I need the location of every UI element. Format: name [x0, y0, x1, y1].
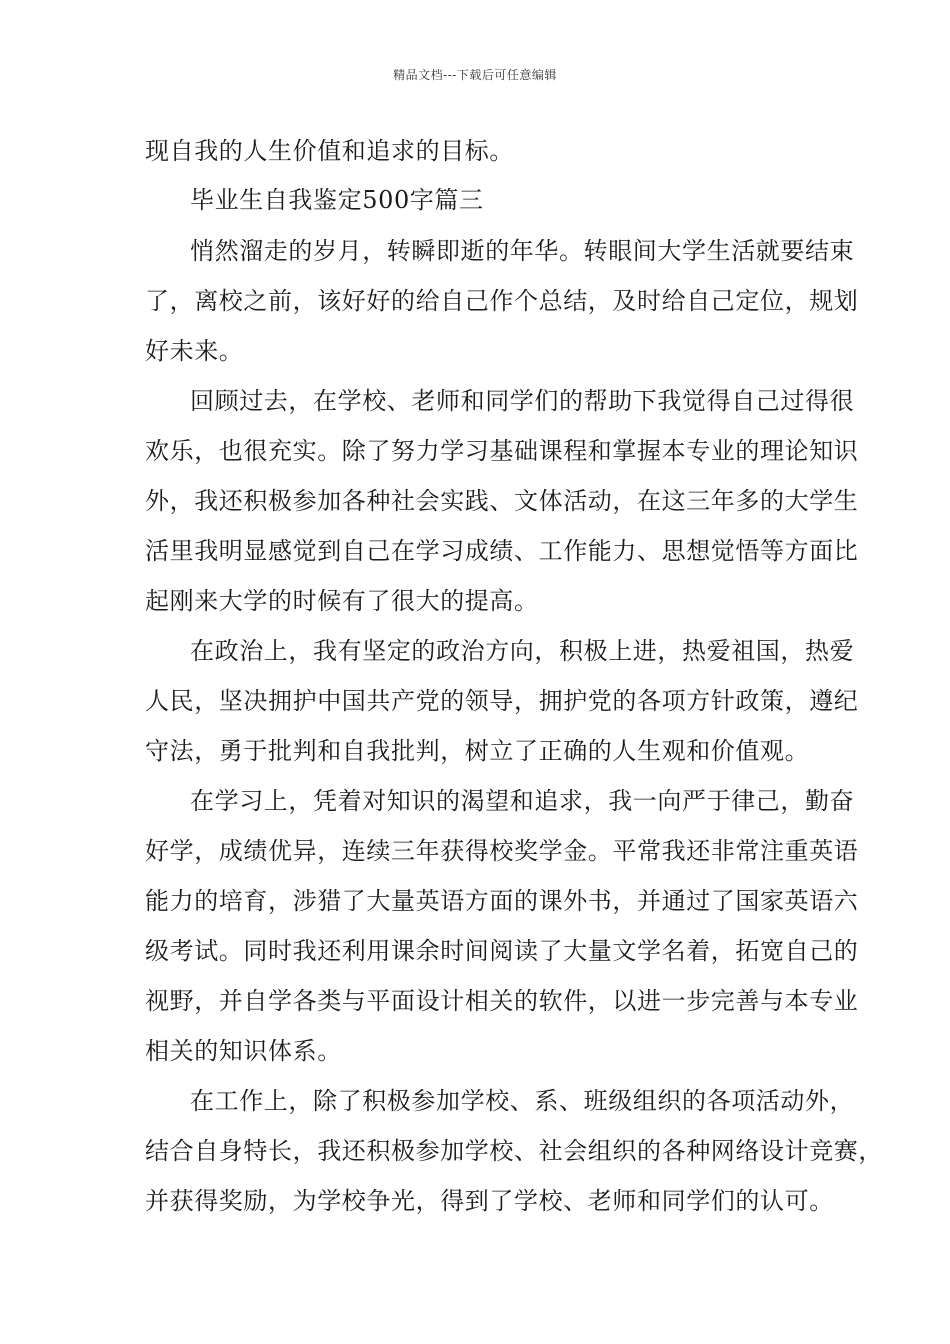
- text-line: 欢乐，也很充实。除了努力学习基础课程和掌握本专业的理论知识: [145, 437, 859, 465]
- text-line: 活里我明显感觉到自己在学习成绩、工作能力、思想觉悟等方面比: [145, 537, 859, 565]
- text-line: 能力的培育，涉猎了大量英语方面的课外书，并通过了国家英语六: [145, 887, 859, 915]
- text-line: 并获得奖励，为学校争光，得到了学校、老师和同学们的认可。: [145, 1187, 834, 1215]
- text-line: 现自我的人生价值和追求的目标。: [145, 137, 514, 165]
- text-line: 悄然溜走的岁月，转瞬即逝的年华。转眼间大学生活就要结束: [190, 237, 855, 265]
- text-line: 起刚来大学的时候有了很大的提高。: [145, 587, 539, 615]
- text-line: 好未来。: [145, 337, 244, 365]
- text-line: 在工作上，除了积极参加学校、系、班级组织的各项活动外，: [190, 1087, 855, 1115]
- text-line: 结合自身特长，我还积极参加学校、社会组织的各种网络设计竞赛，: [145, 1137, 883, 1165]
- text-line: 守法，勇于批判和自我批判，树立了正确的人生观和价值观。: [145, 737, 810, 765]
- text-line: 了，离校之前，该好好的给自己作个总结，及时给自己定位，规划: [145, 287, 859, 315]
- text-line: 视野，并自学各类与平面设计相关的软件，以进一步完善与本专业: [145, 987, 859, 1015]
- section-heading: 毕业生自我鉴定500字篇三: [190, 186, 484, 214]
- text-line: 相关的知识体系。: [145, 1037, 342, 1065]
- text-line: 在学习上，凭着对知识的渴望和追求，我一向严于律己，勤奋: [190, 787, 855, 815]
- page-header: 精品文档---下载后可任意编辑: [393, 68, 557, 82]
- text-line: 级考试。同时我还利用课余时间阅读了大量文学名着，拓宽自己的: [145, 937, 859, 965]
- text-line: 外，我还积极参加各种社会实践、文体活动，在这三年多的大学生: [145, 487, 859, 515]
- text-line: 在政治上，我有坚定的政治方向，积极上进，热爱祖国，热爱: [190, 637, 855, 665]
- text-line: 好学，成绩优异，连续三年获得校奖学金。平常我还非常注重英语: [145, 837, 859, 865]
- text-line: 回顾过去，在学校、老师和同学们的帮助下我觉得自己过得很: [190, 387, 855, 415]
- text-line: 人民，坚决拥护中国共产党的领导，拥护党的各项方针政策，遵纪: [145, 687, 859, 715]
